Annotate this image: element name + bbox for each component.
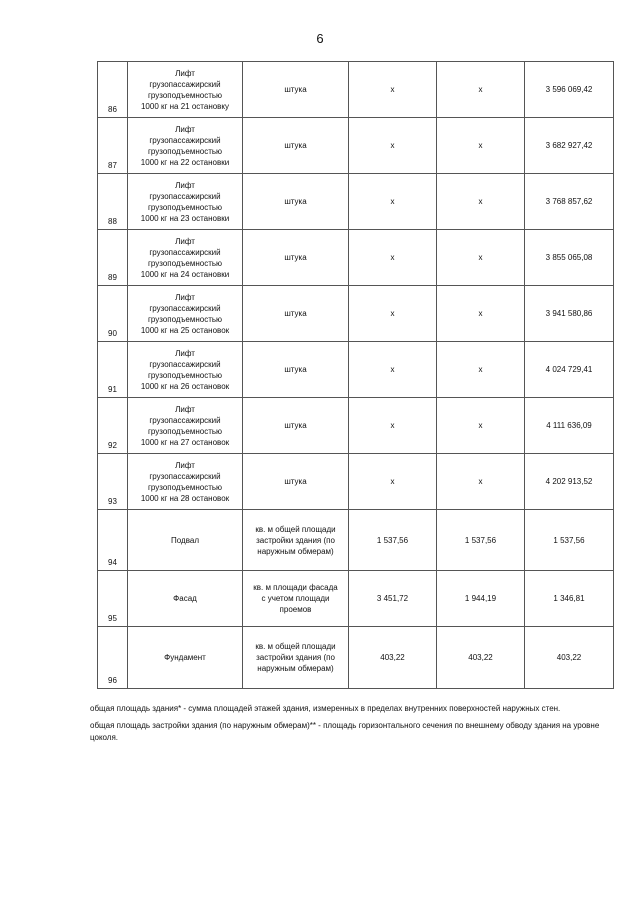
item-name bbox=[128, 174, 243, 230]
value-cell-4: 403,22 bbox=[349, 627, 437, 689]
item-name bbox=[128, 118, 243, 174]
table-row bbox=[98, 627, 614, 689]
value-cell-4: 1 537,56 bbox=[349, 510, 437, 571]
value-cell-6: 3 855 065,08 bbox=[525, 230, 614, 286]
item-name-line: 1000 кг на 25 остановок bbox=[140, 325, 230, 335]
row-number: 94 bbox=[98, 510, 128, 571]
item-name-line: грузоподъемностью bbox=[147, 146, 223, 156]
page-number: 6 bbox=[316, 31, 324, 46]
price-table bbox=[97, 61, 614, 689]
item-name-line: Лифт bbox=[175, 348, 195, 358]
item-name-line: Лифт bbox=[175, 292, 195, 302]
unit-cell bbox=[243, 510, 349, 571]
value-cell-4: х bbox=[349, 398, 437, 454]
table-row bbox=[98, 398, 614, 454]
item-name bbox=[128, 342, 243, 398]
item-name-line: Лифт bbox=[175, 180, 195, 190]
item-name bbox=[128, 627, 243, 689]
item-name-line: грузопассажирский bbox=[149, 191, 221, 201]
unit-cell bbox=[243, 342, 349, 398]
item-name-line: грузопассажирский bbox=[149, 471, 221, 481]
value-cell-5: 1 537,56 bbox=[437, 510, 525, 571]
value-cell-4: 3 451,72 bbox=[349, 571, 437, 627]
unit-cell-line: кв. м общей площади bbox=[255, 642, 336, 651]
row-number: 96 bbox=[98, 627, 128, 689]
table-row bbox=[98, 62, 614, 118]
unit-cell-line: штука bbox=[284, 309, 307, 318]
unit-cell-line: штука bbox=[284, 85, 307, 94]
unit-cell bbox=[243, 571, 349, 627]
item-name-line: грузоподъемностью bbox=[147, 370, 223, 380]
item-name-line: 1000 кг на 27 остановок bbox=[140, 437, 230, 447]
value-cell-5: х bbox=[437, 230, 525, 286]
table-row bbox=[98, 286, 614, 342]
item-name-line: грузопассажирский bbox=[149, 415, 221, 425]
item-name-line: грузоподъемностью bbox=[147, 202, 223, 212]
value-cell-5: х bbox=[437, 174, 525, 230]
item-name-line: Подвал bbox=[171, 535, 199, 545]
footnotes bbox=[90, 703, 600, 749]
unit-cell-line: с учетом площади bbox=[261, 594, 330, 603]
value-cell-4: х bbox=[349, 62, 437, 118]
value-cell-5: х bbox=[437, 398, 525, 454]
item-name-line: 1000 кг на 23 остановки bbox=[140, 213, 230, 223]
item-name-line: 1000 кг на 24 остановки bbox=[140, 269, 230, 279]
row-number: 93 bbox=[98, 454, 128, 510]
footnote-building-area: общая площадь застройки здания (по наружным обмерам)** - площадь горизонтального сечения по внешнему обводу здания на уровне цоколя. bbox=[90, 721, 600, 742]
value-cell-6: 1 537,56 bbox=[525, 510, 614, 571]
row-number: 92 bbox=[98, 398, 128, 454]
value-cell-5: х bbox=[437, 342, 525, 398]
row-number: 86 bbox=[98, 62, 128, 118]
value-cell-5: 1 944,19 bbox=[437, 571, 525, 627]
footnote-total-area: общая площадь здания* - сумма площадей этажей здания, измеренных в пределах внутренних поверхностей наружных стен. bbox=[90, 704, 561, 713]
row-number: 95 bbox=[98, 571, 128, 627]
unit-cell-line: штука bbox=[284, 197, 307, 206]
unit-cell bbox=[243, 286, 349, 342]
item-name-line: грузопассажирский bbox=[149, 79, 221, 89]
item-name-line: грузоподъемностью bbox=[147, 482, 223, 492]
item-name bbox=[128, 454, 243, 510]
item-name-line: Фундамент bbox=[164, 653, 206, 662]
value-cell-6: 3 596 069,42 bbox=[525, 62, 614, 118]
unit-cell-line: проемов bbox=[279, 605, 312, 614]
value-cell-5: 403,22 bbox=[437, 627, 525, 689]
item-name-line: 1000 кг на 22 остановки bbox=[140, 157, 230, 167]
item-name-line: Лифт bbox=[175, 68, 195, 78]
unit-cell-line: наружным обмерам) bbox=[257, 664, 334, 673]
value-cell-6: 3 682 927,42 bbox=[525, 118, 614, 174]
unit-cell bbox=[243, 118, 349, 174]
value-cell-4: х bbox=[349, 230, 437, 286]
value-cell-5: х bbox=[437, 454, 525, 510]
item-name-line: грузопассажирский bbox=[149, 135, 221, 145]
table-row bbox=[98, 174, 614, 230]
unit-cell-line: штука bbox=[284, 477, 307, 486]
value-cell-6: 3 941 580,86 bbox=[525, 286, 614, 342]
value-cell-6: 4 202 913,52 bbox=[525, 454, 614, 510]
item-name-line: Лифт bbox=[175, 124, 195, 134]
unit-cell-line: штука bbox=[284, 253, 307, 262]
row-number: 88 bbox=[98, 174, 128, 230]
table-row bbox=[98, 454, 614, 510]
row-number: 89 bbox=[98, 230, 128, 286]
item-name bbox=[128, 230, 243, 286]
value-cell-5: х bbox=[437, 118, 525, 174]
item-name-line: 1000 кг на 26 остановок bbox=[140, 381, 230, 391]
value-cell-6: 1 346,81 bbox=[525, 571, 614, 627]
unit-cell bbox=[243, 62, 349, 118]
value-cell-5: х bbox=[437, 286, 525, 342]
unit-cell-line: застройки здания (по bbox=[256, 653, 335, 662]
value-cell-6: 4 024 729,41 bbox=[525, 342, 614, 398]
row-number: 91 bbox=[98, 342, 128, 398]
unit-cell-line: штука bbox=[284, 365, 307, 374]
value-cell-4: х bbox=[349, 174, 437, 230]
unit-cell-line: штука bbox=[284, 421, 307, 430]
value-cell-6: 4 111 636,09 bbox=[525, 398, 614, 454]
row-number: 87 bbox=[98, 118, 128, 174]
value-cell-5: х bbox=[437, 62, 525, 118]
item-name-line: Лифт bbox=[175, 236, 195, 246]
unit-cell bbox=[243, 230, 349, 286]
item-name-line: 1000 кг на 21 остановку bbox=[140, 101, 230, 111]
item-name-line: Фасад bbox=[173, 594, 197, 603]
item-name-line: Лифт bbox=[175, 460, 195, 470]
unit-cell bbox=[243, 398, 349, 454]
item-name-line: грузопассажирский bbox=[149, 359, 221, 369]
item-name-line: грузоподъемностью bbox=[147, 426, 223, 436]
unit-cell-line: застройки здания (по bbox=[256, 535, 335, 545]
row-number: 90 bbox=[98, 286, 128, 342]
item-name-line: грузоподъемностью bbox=[147, 90, 223, 100]
item-name-line: грузопассажирский bbox=[149, 303, 221, 313]
value-cell-4: х bbox=[349, 342, 437, 398]
item-name bbox=[128, 571, 243, 627]
table-row bbox=[98, 571, 614, 627]
item-name bbox=[128, 286, 243, 342]
item-name-line: 1000 кг на 28 остановок bbox=[140, 493, 230, 503]
item-name bbox=[128, 62, 243, 118]
unit-cell-line: наружным обмерам) bbox=[257, 546, 334, 556]
unit-cell-line: штука bbox=[284, 141, 307, 150]
value-cell-6: 403,22 bbox=[525, 627, 614, 689]
value-cell-4: х bbox=[349, 454, 437, 510]
table-row bbox=[98, 342, 614, 398]
item-name-line: грузоподъемностью bbox=[147, 258, 223, 268]
value-cell-4: х bbox=[349, 286, 437, 342]
value-cell-6: 3 768 857,62 bbox=[525, 174, 614, 230]
item-name-line: грузопассажирский bbox=[149, 247, 221, 257]
item-name-line: грузоподъемностью bbox=[147, 314, 223, 324]
item-name bbox=[128, 398, 243, 454]
unit-cell bbox=[243, 454, 349, 510]
unit-cell bbox=[243, 627, 349, 689]
unit-cell bbox=[243, 174, 349, 230]
value-cell-4: х bbox=[349, 118, 437, 174]
unit-cell-line: кв. м общей площади bbox=[255, 524, 336, 534]
table-row bbox=[98, 230, 614, 286]
unit-cell-line: кв. м площади фасада bbox=[253, 583, 338, 592]
table-row bbox=[98, 510, 614, 571]
item-name bbox=[128, 510, 243, 571]
table-row bbox=[98, 118, 614, 174]
item-name-line: Лифт bbox=[175, 404, 195, 414]
